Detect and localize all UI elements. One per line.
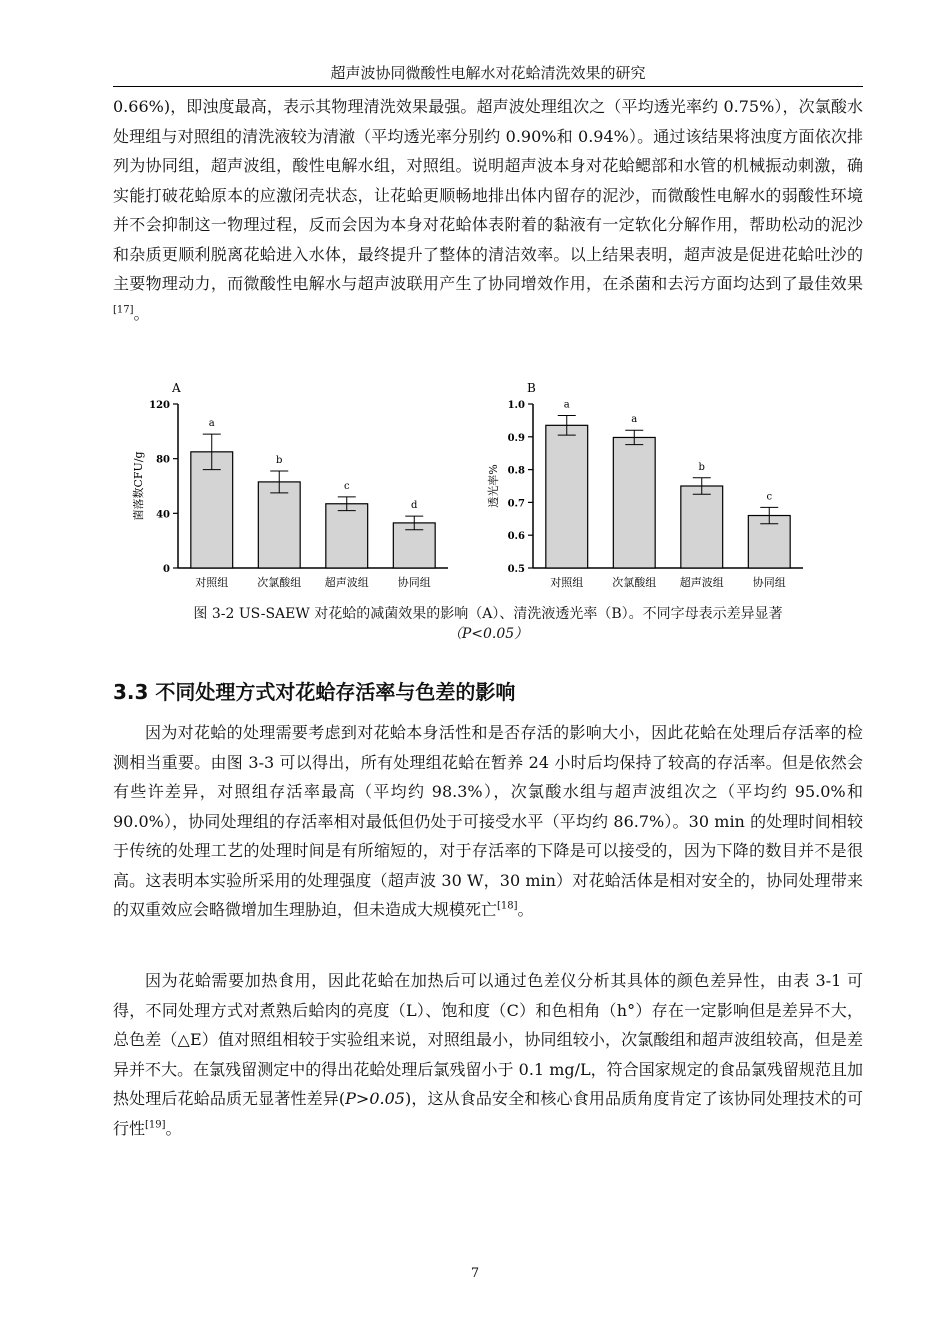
paragraph-3-text-a: 因为花蛤需要加热食用，因此花蛤在加热后可以通过色差仪分析其具体的颜色差异性，由表 3-1 可得，不同处理方式对煮熟后蛤肉的亮度（L）、饱和度（C）和色相角（h°）存在一定影响但是差异不大，总色差（△E）值对照组相较于实验组来说，对照组最小，协同组较小，次氯酸组和超声波组较高，但是差异并不大。在氯残留测定中的得出花蛤处理后氯残留小于 0.1 mg/L，符合国家规定的食品氯残留规范且加热处理后花蛤品质无显著性差异( <box>113 971 863 1108</box>
paragraph-3 <box>113 966 863 1143</box>
y-tick-label: 0.9 <box>507 432 525 444</box>
y-axis-label: 菌落数CFU/g <box>132 451 145 521</box>
caption-main: 图 3-2 US-SAEW 对花蛤的减菌效果的影响（A）、清洗液透光率（B）。不同字母表示差异显著 <box>193 606 783 622</box>
paragraph-1-text: 0.66%)，即浊度最高，表示其物理清洗效果最强。超声波处理组次之（平均透光率约 0.75%），次氯酸水处理组与对照组的清洗液较为清澈（平均透光率分别约 0.90%和 0.94%）。通过该结果将浊度方面依次排列为协同组，超声波组，酸性电解水组，对照组。说明超声波本身对花蛤鳃部和水管的机械振动刺激，确实能打破花蛤原本的应激闭壳状态，让花蛤更顺畅地排出体内留存的泥沙，而微酸性电解水的弱酸性环境并不会抑制这一物理过程，反而会因为本身对花蛤体表附着的黏液有一定软化分解作用，帮助松动的泥沙和杂质更顺利脱离花蛤进入水体，最终提升了整体的清洁效率。以上结果表明，超声波是促进花蛤吐沙的主要物理动力，而微酸性电解水与超声波联用产生了协同增效作用，在杀菌和去污方面均达到了最佳效果 <box>113 97 863 293</box>
figure-3-2 <box>128 378 828 598</box>
x-tick-label: 次氯酸组 <box>612 576 657 589</box>
significance-letter: a <box>563 399 570 411</box>
paragraph-2 <box>113 718 863 925</box>
caption-p-value: （P<0.05） <box>447 626 529 642</box>
panel-label: A <box>172 381 181 395</box>
p-value: P>0.05 <box>345 1089 405 1108</box>
x-tick-label: 超声波组 <box>324 576 369 589</box>
paragraph-1 <box>113 92 863 328</box>
y-tick-label: 0.7 <box>507 498 525 510</box>
bar <box>326 504 368 568</box>
x-tick-label: 协同组 <box>752 576 786 589</box>
paragraph-2-end: 。 <box>517 900 534 919</box>
paragraph-2-text: 因为对花蛤的处理需要考虑到对花蛤本身活性和是否存活的影响大小，因此花蛤在处理后存活率的检测相当重要。由图 3-3 可以得出，所有处理组花蛤在暂养 24 小时后均保持了较高的存活率。但是依然会有些许差异，对照组存活率最高（平均约 98.3%），次氯酸水组与超声波组次之（平均约 95.0%和 90.0%），协同处理组的存活率相对最低但仍处于可接受水平（平均约 86.7%）。30 min 的处理时间相较于传统的处理工艺的处理时间是有所缩短的，对于存活率的下降是可以接受的，因为下降的数目并不是很高。这表明本实验所采用的处理强度（超声波 30 W，30 min）对花蛤活体是相对安全的，协同处理带来的双重效应会略微增加生理胁迫，但未造成大规模死亡 <box>113 723 863 919</box>
x-tick-label: 协同组 <box>397 576 431 589</box>
y-tick-label: 80 <box>156 454 170 466</box>
significance-letter: a <box>208 418 215 430</box>
y-tick-label: 40 <box>156 509 170 521</box>
y-tick-label: 0.5 <box>507 564 525 575</box>
page-number: 7 <box>470 1266 480 1281</box>
x-tick-label: 超声波组 <box>679 576 724 589</box>
citation-19: [19] <box>145 1119 166 1131</box>
paragraph-3-text-b: )，这从食品安全和核心食用品质角度肯定了该协同处理技术的可行性 <box>113 1089 863 1138</box>
paragraph-1-end: 。 <box>133 303 150 323</box>
y-axis-label: 透光率% <box>487 464 500 508</box>
panel-label: B <box>527 381 536 395</box>
figure-caption <box>113 604 863 644</box>
x-tick-label: 对照组 <box>195 576 229 589</box>
chart-panel-a <box>128 378 468 598</box>
significance-letter: c <box>766 491 773 503</box>
bar <box>546 425 588 568</box>
paragraph-3-end: 。 <box>165 1118 182 1138</box>
y-tick-label: 1.0 <box>507 400 525 411</box>
significance-letter: b <box>698 461 705 473</box>
significance-letter: b <box>276 454 283 466</box>
running-header: 超声波协同微酸性电解水对花蛤清洗效果的研究 <box>330 64 646 82</box>
chart-panel-b <box>483 378 823 598</box>
x-tick-label: 对照组 <box>550 576 584 589</box>
significance-letter: d <box>411 500 418 512</box>
significance-letter: a <box>631 414 638 426</box>
bar <box>613 437 655 568</box>
bar <box>258 482 300 568</box>
y-tick-label: 0.6 <box>507 531 525 543</box>
y-tick-label: 0.8 <box>507 465 525 477</box>
section-heading: 3.3 不同处理方式对花蛤存活率与色差的影响 <box>113 680 516 704</box>
y-tick-label: 120 <box>149 400 170 411</box>
citation-18: [18] <box>497 900 518 912</box>
citation-17: [17] <box>113 304 134 316</box>
header-rule <box>113 86 863 87</box>
significance-letter: c <box>343 480 350 492</box>
bar <box>681 486 723 568</box>
x-tick-label: 次氯酸组 <box>257 576 302 589</box>
y-tick-label: 0 <box>163 564 170 575</box>
